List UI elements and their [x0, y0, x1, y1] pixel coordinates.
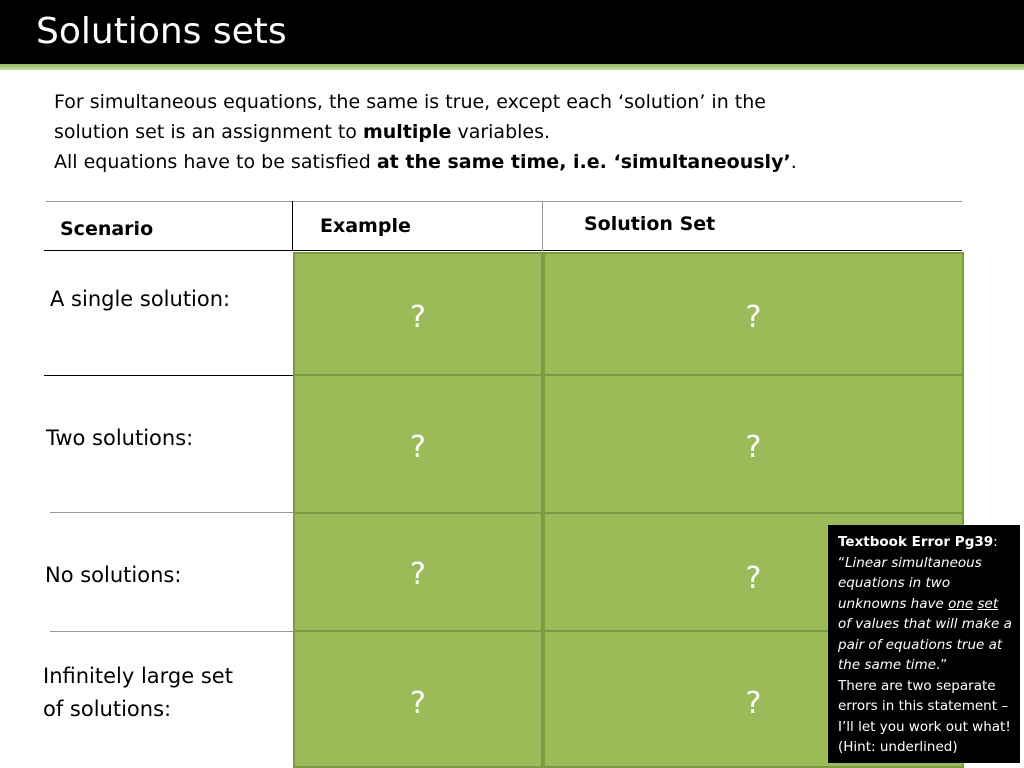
row-divider-2 [50, 512, 294, 513]
note-quote-close: .” [936, 657, 948, 673]
scenario-no-solutions: No solutions: [45, 563, 182, 587]
note-quote-open: “ [838, 554, 845, 571]
header-example: Example [320, 215, 411, 237]
note-quote: Linear simultaneous equations in two unknowns have one set of values that will make a pair of equations true at the same time [838, 554, 1012, 673]
note-underlined-set: set [977, 595, 999, 612]
intro-line-3: All equations have to be satisfied at the same time, i.e. ‘simultaneously’. [54, 151, 797, 173]
scenario-infinite-line-1: Infinitely large set [43, 664, 233, 688]
scenario-single-solution: A single solution: [50, 287, 231, 311]
solution-cell-single[interactable] [543, 252, 964, 376]
intro-line-2: solution set is an assignment to multiple variables. [54, 121, 551, 143]
intro-bold-simultaneously: at the same time, i.e. ‘simultaneously’ [376, 151, 791, 173]
example-placeholder-infinite: ? [410, 686, 426, 721]
intro-text [54, 87, 854, 177]
example-cell-two[interactable] [293, 374, 543, 514]
example-placeholder-single: ? [410, 300, 426, 335]
solution-placeholder-none: ? [745, 561, 762, 596]
note-title-colon: : [993, 534, 998, 550]
header-divider-1 [292, 201, 293, 251]
solution-placeholder-infinite: ? [745, 686, 762, 721]
slide-title: Solutions sets [36, 11, 287, 52]
scenario-two-solutions: Two solutions: [46, 426, 194, 450]
note-underlined-one: one [948, 595, 974, 612]
note-body: There are two separate errors in this statement – I’ll let you work out what! (Hint: underlined) [838, 677, 1011, 755]
header-divider-2 [542, 201, 543, 251]
example-cell-infinite[interactable] [293, 630, 543, 768]
table-top-border [46, 201, 962, 202]
solution-cell-two[interactable] [543, 374, 964, 514]
header-solution-set: Solution Set [584, 213, 716, 235]
textbook-error-note [828, 525, 1020, 763]
example-cell-single[interactable] [293, 252, 543, 376]
row-divider-1 [44, 375, 294, 376]
solution-placeholder-two: ? [745, 430, 762, 465]
example-placeholder-two: ? [410, 430, 426, 465]
intro-line-1: For simultaneous equations, the same is true, except each ‘solution’ in the [54, 91, 766, 113]
example-placeholder-none: ? [410, 557, 426, 592]
row-divider-3 [50, 631, 294, 632]
solution-placeholder-single: ? [745, 300, 762, 335]
header-scenario: Scenario [60, 218, 154, 240]
header-bottom-border [44, 250, 962, 251]
example-cell-none[interactable] [293, 512, 543, 632]
title-bar [0, 0, 1024, 64]
intro-bold-multiple: multiple [362, 121, 452, 143]
scenario-infinite-line-2: of solutions: [43, 697, 172, 721]
scenario-infinite-solutions [43, 660, 233, 726]
note-title: Textbook Error Pg39 [838, 534, 994, 550]
title-accent-bar [0, 64, 1024, 70]
